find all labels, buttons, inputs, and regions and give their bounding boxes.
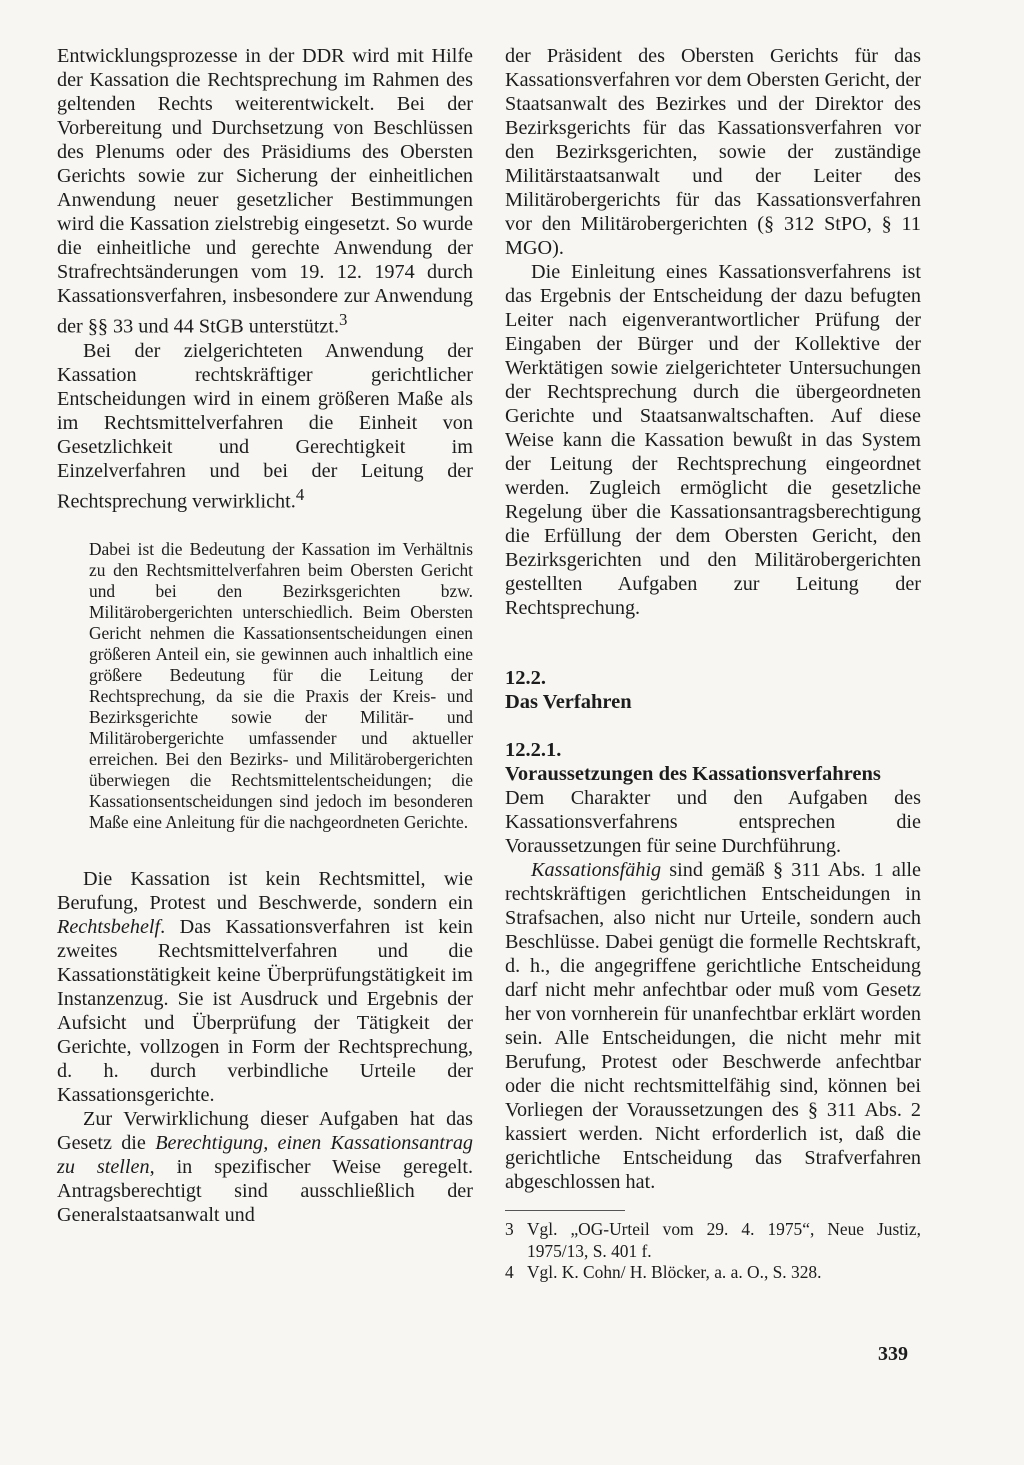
section-title: Das Verfahren <box>505 691 632 713</box>
emphasis-term: Kassationsfähig <box>531 859 662 881</box>
subsection-title: Voraussetzungen des Kassationsverfahrens <box>505 763 881 785</box>
paragraph-text: . Das Kassationsverfahren ist kein zweites Rechtsmittelverfahren und die Kassationstätigkeit keine Überprüfungstätigkeit im Instanzenzug. Sie ist Ausdruck und Ergebnis der Aufsicht und Überprüfung der Tätigkeit der Gerichte, vollzogen in Form der Rechtsprechung, d. h. durch verbindliche Urteile der Kassationsgerichte. <box>57 916 473 1107</box>
paragraph-text: Die Kassation ist kein Rechtsmittel, wie Berufung, Protest und Beschwerde, sondern ein <box>57 868 473 915</box>
section-heading <box>505 666 921 714</box>
subsection-heading <box>505 738 921 786</box>
paragraph-text: , in spezifischer Weise geregelt. Antragsberechtigt sind ausschließlich der Generalstaatsanwalt und <box>57 1156 473 1227</box>
footnote-ref[interactable]: 4 <box>295 484 305 504</box>
paragraph-text: sind gemäß § 311 Abs. 1 alle rechtskräftigen gerichtlichen Entscheidungen in Strafsachen, also nicht nur Urteile, sondern auch Beschlüsse. Dabei genügt die formelle Rechtskraft, d. h., die angegriffene gerichtliche Entscheidung darf nicht mehr anfechtbar oder muß vom Gesetz her von vornherein für unanfechtbar erklärt worden sein. Alle Entscheidungen, die nicht mehr mit Berufung, Protest oder Beschwerde anfechtbar oder die nicht rechtsmittelfähig sind, können bei Vorliegen der Voraussetzungen des § 311 Abs. 2 kassiert werden. Nicht erforderlich ist, daß die gerichtliche Entscheidung das Strafverfahren abgeschlossen hat. <box>505 859 921 1193</box>
paragraph <box>505 858 921 1194</box>
paragraph-text: Entwicklungsprozesse in der DDR wird mit Hilfe der Kassation die Rechtsprechung im Rahmen des geltenden Rechts weiterentwickelt. Bei der Vorbereitung und Durchsetzung von Beschlüssen des Plenums oder des Präsidiums des Obersten Gerichts sowie zur Sicherung der einheitlichen Anwendung neuer gesetzlicher Bestimmungen wird die Kassation zielstrebig eingesetzt. So wurde die einheitliche und gerechte Anwendung der Strafrechtsänderungen vom 19. 12. 1974 durch Kassationsverfahren, insbesondere zur Anwendung der §§ 33 und 44 StGB unterstützt. <box>57 45 473 338</box>
page-number: 339 <box>878 1343 908 1365</box>
paragraph: Dem Charakter und den Aufgaben des Kassationsverfahrens entsprechen die Voraussetzungen für seine Durchführung. <box>505 787 921 857</box>
subsection-number: 12.2.1. <box>505 739 562 761</box>
small-print-block: Dabei ist die Bedeutung der Kassation im Verhältnis zu den Rechtsmittelverfahren beim Obersten Gericht und bei den Bezirksgerichten bzw. Militärobergerichten unterschiedlich. Beim Obersten Gericht nehmen die Kassationsentscheidungen einen größeren Anteil ein, sie gewinnen auch inhaltlich eine größere Bedeutung für die Leitung der Rechtsprechung, da sie die Praxis der Kreis- und Bezirksgerichte sowie der Militär- und Militärobergerichte umfassender und aktueller erreichen. Bei den Bezirks- und Militärobergerichten überwiegen die Rechtsmittelentscheidungen; die Kassationsentscheidungen sind jedoch im besonderen Maße eine Anleitung für die nachgeordneten Gerichte. <box>89 539 473 833</box>
footnote-number: 4 <box>505 1262 514 1282</box>
footnotes <box>505 1219 921 1284</box>
footnote-number: 3 <box>505 1219 514 1239</box>
paragraph <box>57 44 473 339</box>
paragraph <box>57 339 473 514</box>
footnote <box>505 1262 921 1284</box>
paragraph-text: Bei der zielgerichteten Anwendung der Kassation rechtskräftiger gerichtlicher Entscheidungen wird in einem größeren Maße als im Rechtsmittelverfahren die Einheit von Gesetzlichkeit und Gerechtigkeit im Einzelverfahren und bei der Leitung der Rechtsprechung verwirklicht. <box>57 339 473 513</box>
paragraph: Die Einleitung eines Kassationsverfahrens ist das Ergebnis der Entscheidung der dazu befugten Leiter nach eigenverantwortlicher Prüfung der Eingaben der Bürger und der Kollektive der Werktätigen sowie zielgerichteter Untersuchungen der Rechtsprechung durch die übergeordneten Gerichte und Staatsanwaltschaften. Auf diese Weise kann die Kassation bewußt in das System der Leitung der Rechtsprechung eingeordnet werden. Zugleich ermöglicht die gesetzliche Regelung über die Kassationsantragsberechtigung die Erfüllung der dem Obersten Gericht, den Bezirksgerichten und den Militärobergerichten gestellten Aufgaben zur Leitung der Rechtsprechung. <box>505 261 921 619</box>
section-number: 12.2. <box>505 667 546 689</box>
paragraph: der Präsident des Obersten Gerichts für das Kassationsverfahren vor dem Obersten Gericht, der Staatsanwalt des Bezirkes und der Direktor des Bezirksgerichts für das Kassationsverfahren vor den Bezirksgerichten, sowie der zuständige Militärstaatsanwalt und der Leiter des Militärobergerichts für das Kassationsverfahren vor den Militärobergerichten (§ 312 StPO, § 11 MGO). <box>505 45 921 259</box>
paragraph-text: Zur Verwirklichung dieser Aufgaben hat das Gesetz die <box>57 1108 473 1155</box>
footnote <box>505 1219 921 1262</box>
left-column <box>57 44 473 1227</box>
footnote-ref[interactable]: 3 <box>339 310 348 329</box>
footnote-text: Vgl. K. Cohn/ H. Blöcker, a. a. O., S. 328. <box>527 1262 822 1282</box>
emphasis-term: Rechtsbehelf <box>57 916 161 939</box>
emphasis-term: Berechtigung, einen Kassationsantrag zu stellen <box>57 1132 474 1179</box>
paragraph <box>57 867 473 1107</box>
paragraph <box>57 1107 473 1227</box>
footnote-text: Vgl. „OG-Urteil vom 29. 4. 1975“, Neue Justiz, 1975/13, S. 401 f. <box>527 1219 921 1261</box>
footnote-divider <box>505 1210 625 1211</box>
right-column <box>505 44 921 1284</box>
